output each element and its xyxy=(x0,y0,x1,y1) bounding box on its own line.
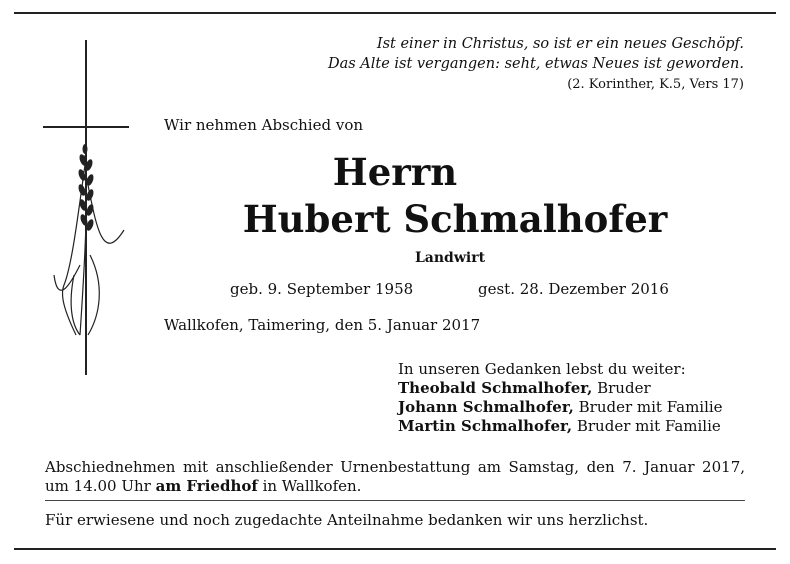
birth-date: geb. 9. September 1958 xyxy=(230,280,414,298)
mourner-relation: Bruder mit Familie xyxy=(573,398,723,416)
mourner-name: Martin Schmalhofer, xyxy=(398,417,573,435)
verse-reference: (2. Korinther, K.5, Vers 17) xyxy=(567,77,744,92)
thanks-text: Für erwiesene und noch zugedachte Anteilnahme bedanken wir uns herzlichst. xyxy=(45,511,649,529)
funeral-location: am Friedhof xyxy=(155,477,258,495)
funeral-text-before: Abschiednehmen mit anschließender Urnenbestattung am Samstag, den 7. Januar 2017, um 14.00 Uhr xyxy=(45,458,745,495)
occupation: Landwirt xyxy=(414,250,486,266)
mourner-entry xyxy=(398,417,723,436)
bottom-border xyxy=(14,548,776,550)
place-and-date: Wallkofen, Taimering, den 5. Januar 2017 xyxy=(164,316,481,334)
mourner-relation: Bruder xyxy=(592,379,651,397)
verse-line-1: Ist einer in Christus, so ist er ein neues Geschöpf. xyxy=(376,36,744,52)
funeral-text-after: in Wallkofen. xyxy=(257,477,362,495)
funeral-info xyxy=(45,458,745,496)
mourners-intro: In unseren Gedanken lebst du weiter: xyxy=(398,360,686,378)
mourner-relation: Bruder mit Familie xyxy=(572,417,721,435)
bible-verse xyxy=(328,34,744,74)
mourners-block xyxy=(398,360,723,436)
divider xyxy=(45,500,745,501)
verse-line-2: Das Alte ist vergangen: seht, etwas Neues ist geworden. xyxy=(327,56,744,72)
farewell-text: Wir nehmen Abschied von xyxy=(164,116,364,134)
mourner-name: Theobald Schmalhofer, xyxy=(398,379,593,397)
death-date: gest. 28. Dezember 2016 xyxy=(478,280,669,298)
deceased-name: Hubert Schmalhofer xyxy=(242,197,668,241)
mourner-entry xyxy=(398,379,723,398)
top-border xyxy=(14,12,776,14)
mourner-name: Johann Schmalhofer, xyxy=(398,398,574,416)
cross-bar xyxy=(43,126,129,128)
salutation: Herrn xyxy=(332,150,458,194)
mourner-entry xyxy=(398,398,723,417)
